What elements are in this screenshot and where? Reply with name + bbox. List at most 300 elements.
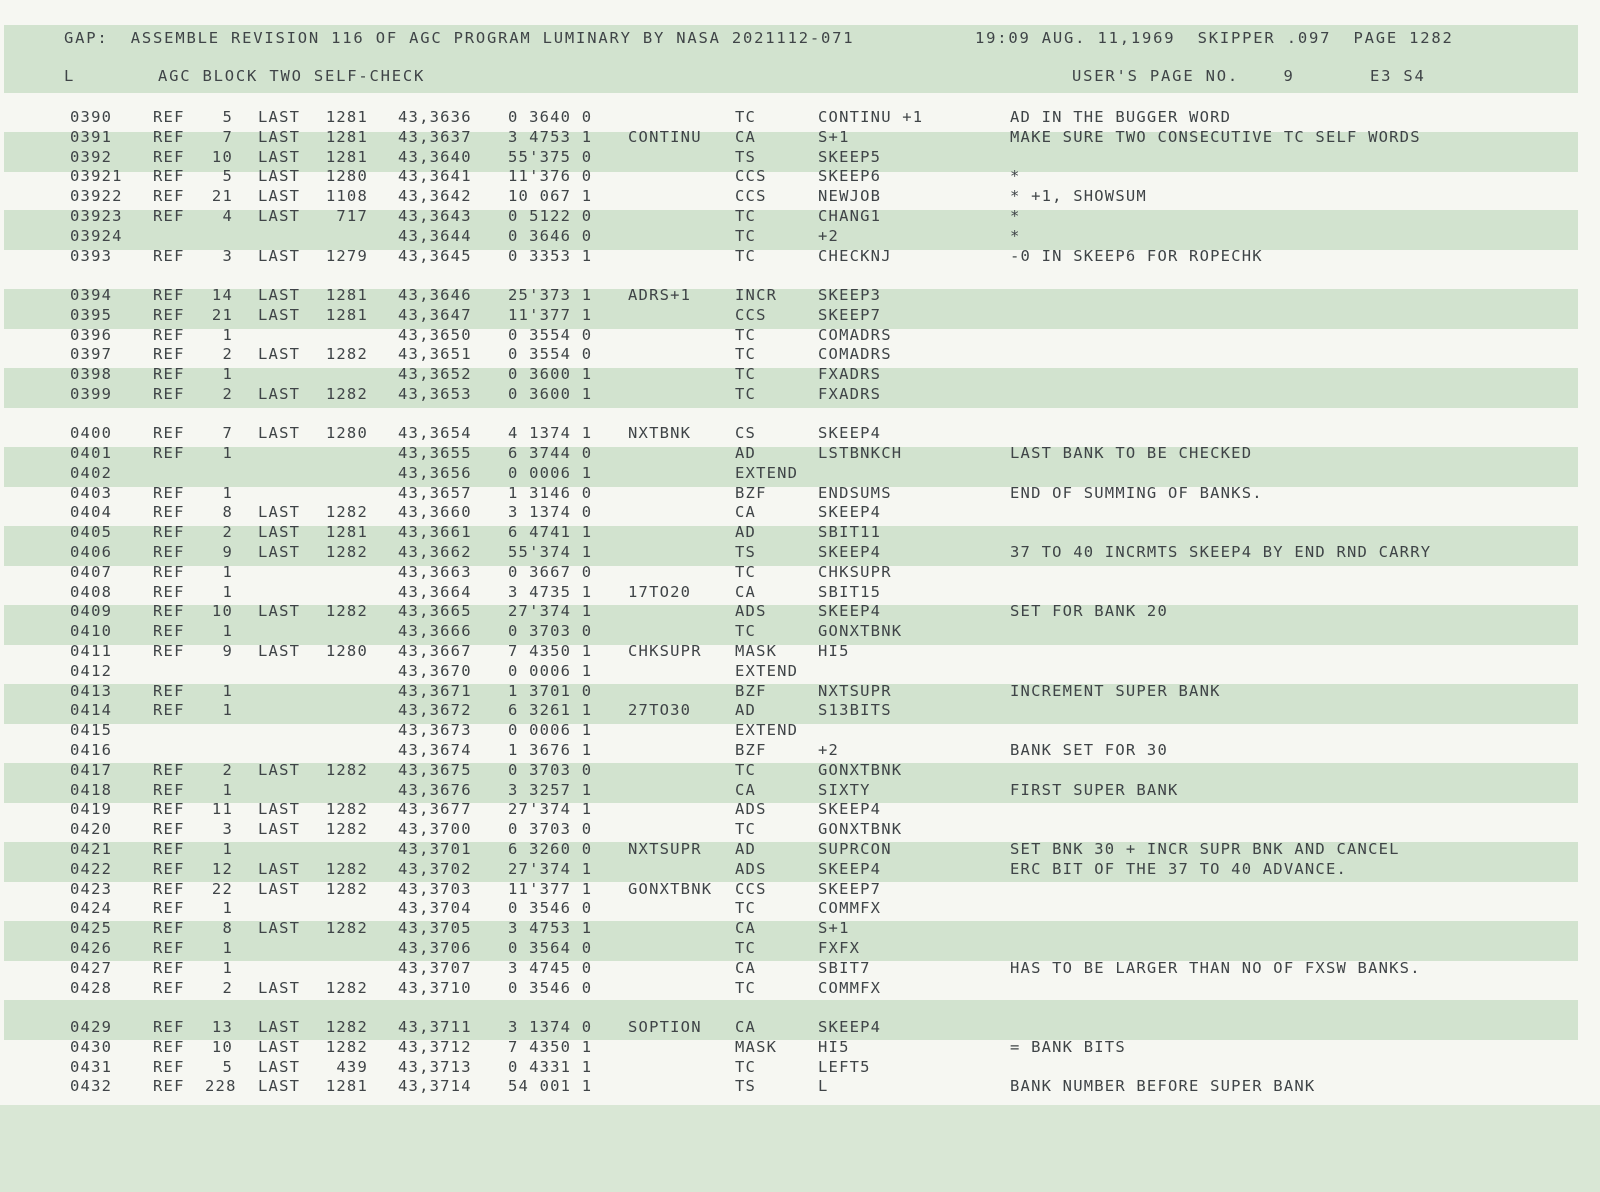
opcode: TC	[735, 820, 757, 839]
opcode: TC	[735, 899, 757, 918]
last-page: 1279	[325, 246, 368, 265]
ref-tag: REF	[153, 523, 185, 542]
memory-address: 43,3677	[398, 800, 472, 819]
octal-word: 27'374 1	[508, 859, 593, 878]
last-page: 1281	[325, 127, 368, 146]
memory-address: 43,3644	[398, 226, 472, 245]
operand: GONXTBNK	[818, 820, 903, 839]
last-tag: LAST	[258, 820, 301, 839]
octal-word: 6 3744 0	[508, 444, 593, 462]
opcode: BZF	[735, 741, 767, 759]
octal-word: 11'377 1	[508, 305, 593, 324]
ref-tag: REF	[153, 1057, 185, 1076]
ref-count: 1	[222, 444, 233, 462]
comment: * +1, SHOWSUM	[1010, 187, 1147, 206]
ref-tag: REF	[153, 345, 185, 364]
ref-count: 10	[211, 602, 233, 621]
run-info: 19:09 AUG. 11,1969 SKIPPER .097 PAGE 1282	[975, 29, 1454, 47]
sequence-number: 0411	[70, 642, 113, 660]
octal-word: 54 001 1	[508, 1077, 593, 1096]
ref-count: 1	[222, 780, 233, 799]
last-tag: LAST	[258, 800, 301, 819]
operand: GONXTBNK	[818, 760, 903, 779]
octal-word: 11'376 0	[508, 167, 593, 186]
sequence-number: 0406	[70, 543, 113, 561]
ref-count: 13	[211, 1017, 233, 1036]
octal-word: 10 067 1	[508, 187, 593, 206]
sequence-number: 0422	[70, 859, 113, 878]
opcode: TC	[735, 978, 757, 997]
comment: -0 IN SKEEP6 FOR ROPECHK	[1010, 246, 1263, 265]
last-page: 1280	[325, 642, 368, 660]
operand: CHKSUPR	[818, 562, 892, 581]
last-tag: LAST	[258, 167, 301, 186]
listing-row	[0, 503, 1600, 523]
listing-row	[0, 899, 1600, 919]
ref-tag: REF	[153, 246, 185, 265]
comment: = BANK BITS	[1010, 1037, 1126, 1056]
operand: SKEEP6	[818, 167, 882, 186]
ref-tag: REF	[153, 820, 185, 839]
sequence-number: 0416	[70, 741, 113, 759]
sequence-number: 03922	[70, 187, 123, 206]
operand: SBIT7	[818, 958, 871, 977]
sequence-number: 0390	[70, 108, 113, 126]
listing-row	[0, 602, 1600, 622]
opcode: TC	[735, 325, 757, 344]
listing-row	[0, 820, 1600, 840]
last-tag: LAST	[258, 147, 301, 166]
sequence-number: 0393	[70, 246, 113, 265]
ref-count: 1	[222, 622, 233, 641]
last-page: 1282	[325, 543, 368, 561]
opcode: TC	[735, 760, 757, 779]
comment: *	[1010, 207, 1021, 225]
octal-word: 27'374 1	[508, 800, 593, 819]
listing-row	[0, 1058, 1600, 1078]
ref-count: 1	[222, 840, 233, 858]
octal-word: 6 3260 0	[508, 840, 593, 858]
octal-word: 0 3564 0	[508, 939, 593, 957]
symbol-label: ADRS+1	[628, 285, 692, 304]
ref-count: 1	[222, 483, 233, 502]
memory-address: 43,3645	[398, 246, 472, 265]
octal-word: 4 1374 1	[508, 424, 593, 443]
ref-count: 2	[222, 384, 233, 403]
ref-tag: REF	[153, 840, 185, 858]
last-page: 1282	[325, 760, 368, 779]
last-page: 1282	[325, 345, 368, 364]
sequence-number: 0396	[70, 325, 113, 344]
memory-address: 43,3701	[398, 840, 472, 858]
memory-address: 43,3660	[398, 503, 472, 522]
last-tag: LAST	[258, 108, 301, 126]
octal-word: 55'374 1	[508, 543, 593, 561]
octal-word: 1 3146 0	[508, 483, 593, 502]
ref-tag: REF	[153, 305, 185, 324]
comment: FIRST SUPER BANK	[1010, 780, 1179, 799]
octal-word: 6 4741 1	[508, 523, 593, 542]
operand: SKEEP4	[818, 602, 882, 621]
listing-row	[0, 326, 1600, 346]
last-tag: LAST	[258, 1037, 301, 1056]
octal-word: 0 0006 1	[508, 721, 593, 740]
ref-count: 1	[222, 582, 233, 601]
listing-row	[0, 227, 1600, 247]
opcode: CCS	[735, 305, 767, 324]
ref-tag: REF	[153, 384, 185, 403]
opcode: AD	[735, 444, 757, 462]
memory-address: 43,3653	[398, 384, 472, 403]
ref-tag: REF	[153, 879, 185, 898]
memory-address: 43,3650	[398, 325, 472, 344]
octal-word: 55'375 0	[508, 147, 593, 166]
comment: HAS TO BE LARGER THAN NO OF FXSW BANKS.	[1010, 958, 1421, 977]
listing-row	[0, 880, 1600, 900]
octal-word: 11'377 1	[508, 879, 593, 898]
listing-row	[0, 959, 1600, 979]
sequence-number: 0420	[70, 820, 113, 839]
ref-count: 1	[222, 562, 233, 581]
ref-count: 10	[211, 1037, 233, 1056]
opcode: TC	[735, 1057, 757, 1076]
listing-row	[0, 701, 1600, 721]
ref-tag: REF	[153, 859, 185, 878]
line-marker: L	[64, 67, 76, 85]
symbol-label: GONXTBNK	[628, 879, 713, 898]
ref-count: 3	[222, 820, 233, 839]
ref-tag: REF	[153, 800, 185, 819]
memory-address: 43,3703	[398, 879, 472, 898]
last-page: 1282	[325, 384, 368, 403]
last-tag: LAST	[258, 127, 301, 146]
memory-address: 43,3707	[398, 958, 472, 977]
memory-address: 43,3657	[398, 483, 472, 502]
last-page: 1280	[325, 424, 368, 443]
listing-row	[0, 860, 1600, 880]
symbol-label: 27TO30	[628, 701, 692, 720]
listing-row	[0, 1038, 1600, 1058]
memory-address: 43,3711	[398, 1017, 472, 1036]
octal-word: 0 3667 0	[508, 562, 593, 581]
symbol-label: CONTINU	[628, 127, 702, 146]
last-tag: LAST	[258, 1077, 301, 1096]
listing-row	[0, 128, 1600, 148]
memory-address: 43,3712	[398, 1037, 472, 1056]
ref-tag: REF	[153, 127, 185, 146]
opcode: AD	[735, 523, 757, 542]
memory-address: 43,3670	[398, 661, 472, 680]
opcode: ADS	[735, 602, 767, 621]
sequence-number: 0414	[70, 701, 113, 720]
sequence-number: 0421	[70, 840, 113, 858]
listing-row	[0, 721, 1600, 741]
octal-word: 0 3546 0	[508, 899, 593, 918]
ref-tag: REF	[153, 108, 185, 126]
octal-word: 0 3554 0	[508, 325, 593, 344]
last-page: 1281	[325, 523, 368, 542]
listing-row	[0, 148, 1600, 168]
last-page: 717	[336, 207, 368, 225]
listing-row	[0, 484, 1600, 504]
last-tag: LAST	[258, 503, 301, 522]
memory-address: 43,3666	[398, 622, 472, 641]
memory-address: 43,3661	[398, 523, 472, 542]
ref-tag: REF	[153, 1077, 185, 1096]
ref-count: 5	[222, 167, 233, 186]
last-tag: LAST	[258, 978, 301, 997]
last-tag: LAST	[258, 859, 301, 878]
ref-tag: REF	[153, 444, 185, 462]
opcode: AD	[735, 701, 757, 720]
operand: L	[818, 1077, 829, 1096]
last-tag: LAST	[258, 642, 301, 660]
memory-address: 43,3704	[398, 899, 472, 918]
opcode: INCR	[735, 285, 778, 304]
listing-row	[0, 543, 1600, 563]
octal-word: 0 5122 0	[508, 207, 593, 225]
sequence-number: 0391	[70, 127, 113, 146]
memory-address: 43,3702	[398, 859, 472, 878]
memory-address: 43,3667	[398, 642, 472, 660]
operand: CHANG1	[818, 207, 882, 225]
memory-address: 43,3652	[398, 365, 472, 384]
sequence-number: 0405	[70, 523, 113, 542]
sequence-number: 0408	[70, 582, 113, 601]
ref-count: 5	[222, 108, 233, 126]
operand: SKEEP4	[818, 543, 882, 561]
sequence-number: 0427	[70, 958, 113, 977]
listing-row	[0, 306, 1600, 326]
opcode: TC	[735, 365, 757, 384]
operand: CHECKNJ	[818, 246, 892, 265]
ref-tag: REF	[153, 207, 185, 225]
memory-address: 43,3663	[398, 562, 472, 581]
operand: SKEEP5	[818, 147, 882, 166]
memory-address: 43,3665	[398, 602, 472, 621]
operand: COMADRS	[818, 345, 892, 364]
ref-count: 1	[222, 701, 233, 720]
listing-row	[0, 622, 1600, 642]
sequence-number: 03924	[70, 226, 123, 245]
listing-row	[0, 108, 1600, 128]
octal-word: 0 3646 0	[508, 226, 593, 245]
operand: SKEEP4	[818, 424, 882, 443]
users-page-number: USER'S PAGE NO. 9	[1072, 67, 1295, 85]
listing-row	[0, 583, 1600, 603]
operand: COMADRS	[818, 325, 892, 344]
last-tag: LAST	[258, 760, 301, 779]
opcode: ADS	[735, 859, 767, 878]
sequence-number: 0419	[70, 800, 113, 819]
ref-tag: REF	[153, 899, 185, 918]
operand: SKEEP4	[818, 503, 882, 522]
last-tag: LAST	[258, 602, 301, 621]
operand: ENDSUMS	[818, 483, 892, 502]
memory-address: 43,3651	[398, 345, 472, 364]
last-tag: LAST	[258, 384, 301, 403]
comment: ERC BIT OF THE 37 TO 40 ADVANCE.	[1010, 859, 1348, 878]
opcode: TC	[735, 226, 757, 245]
ref-tag: REF	[153, 483, 185, 502]
operand: HI5	[818, 1037, 850, 1056]
operand: SBIT11	[818, 523, 882, 542]
sequence-number: 0428	[70, 978, 113, 997]
opcode: CA	[735, 919, 757, 938]
ref-count: 14	[211, 285, 233, 304]
operand: SKEEP7	[818, 305, 882, 324]
last-tag: LAST	[258, 424, 301, 443]
ref-tag: REF	[153, 582, 185, 601]
last-tag: LAST	[258, 523, 301, 542]
listing-row	[0, 286, 1600, 306]
ref-tag: REF	[153, 1037, 185, 1056]
opcode: CA	[735, 1017, 757, 1036]
sequence-number: 0424	[70, 899, 113, 918]
memory-address: 43,3710	[398, 978, 472, 997]
memory-address: 43,3641	[398, 167, 472, 186]
ref-count: 10	[211, 147, 233, 166]
opcode: CA	[735, 127, 757, 146]
last-tag: LAST	[258, 1017, 301, 1036]
sequence-number: 0410	[70, 622, 113, 641]
ref-count: 2	[222, 978, 233, 997]
comment: END OF SUMMING OF BANKS.	[1010, 483, 1263, 502]
listing-row	[0, 781, 1600, 801]
listing-row	[0, 187, 1600, 207]
operand: SUPRCON	[818, 840, 892, 858]
ref-tag: REF	[153, 939, 185, 957]
memory-address: 43,3646	[398, 285, 472, 304]
ref-count: 2	[222, 345, 233, 364]
last-tag: LAST	[258, 879, 301, 898]
listing-row	[0, 464, 1600, 484]
ref-count: 9	[222, 543, 233, 561]
operand: S13BITS	[818, 701, 892, 720]
sequence-number: 0400	[70, 424, 113, 443]
last-page: 1281	[325, 1077, 368, 1096]
listing-row	[0, 444, 1600, 464]
sequence-number: 0392	[70, 147, 113, 166]
operand: FXADRS	[818, 365, 882, 384]
octal-word: 0 3703 0	[508, 820, 593, 839]
memory-address: 43,3672	[398, 701, 472, 720]
memory-address: 43,3706	[398, 939, 472, 957]
memory-address: 43,3647	[398, 305, 472, 324]
page-code: E3 S4	[1370, 67, 1426, 85]
operand: LSTBNKCH	[818, 444, 903, 462]
operand: GONXTBNK	[818, 622, 903, 641]
sequence-number: 0426	[70, 939, 113, 957]
last-tag: LAST	[258, 345, 301, 364]
last-page: 1281	[325, 147, 368, 166]
last-page: 1282	[325, 1037, 368, 1056]
last-tag: LAST	[258, 1057, 301, 1076]
memory-address: 43,3671	[398, 681, 472, 700]
operand: COMMFX	[818, 899, 882, 918]
octal-word: 0 3600 1	[508, 384, 593, 403]
listing-row	[0, 741, 1600, 761]
ref-tag: REF	[153, 958, 185, 977]
last-page: 439	[336, 1057, 368, 1076]
octal-word: 0 3703 0	[508, 760, 593, 779]
ref-tag: REF	[153, 1017, 185, 1036]
section-title: AGC BLOCK TWO SELF-CHECK	[158, 67, 426, 85]
opcode: ADS	[735, 800, 767, 819]
sequence-number: 0399	[70, 384, 113, 403]
comment: LAST BANK TO BE CHECKED	[1010, 444, 1253, 462]
ref-count: 4	[222, 207, 233, 225]
octal-word: 0 4331 1	[508, 1057, 593, 1076]
last-tag: LAST	[258, 919, 301, 938]
operand: COMMFX	[818, 978, 882, 997]
bottom-band	[0, 1105, 1600, 1192]
ref-count: 12	[211, 859, 233, 878]
ref-count: 3	[222, 246, 233, 265]
opcode: CCS	[735, 879, 767, 898]
ref-count: 1	[222, 899, 233, 918]
opcode: TC	[735, 384, 757, 403]
last-tag: LAST	[258, 305, 301, 324]
octal-word: 1 3701 0	[508, 681, 593, 700]
operand: FXFX	[818, 939, 861, 957]
memory-address: 43,3676	[398, 780, 472, 799]
ref-count: 21	[211, 305, 233, 324]
ref-tag: REF	[153, 285, 185, 304]
ref-count: 8	[222, 503, 233, 522]
ref-count: 21	[211, 187, 233, 206]
ref-tag: REF	[153, 602, 185, 621]
ref-tag: REF	[153, 701, 185, 720]
opcode: CCS	[735, 187, 767, 206]
opcode: TC	[735, 246, 757, 265]
ref-tag: REF	[153, 543, 185, 561]
opcode: TC	[735, 622, 757, 641]
listing-row	[0, 365, 1600, 385]
operand: NXTSUPR	[818, 681, 892, 700]
last-page: 1282	[325, 602, 368, 621]
last-page: 1282	[325, 919, 368, 938]
ref-tag: REF	[153, 147, 185, 166]
octal-word: 3 3257 1	[508, 780, 593, 799]
comment: *	[1010, 167, 1021, 186]
ref-tag: REF	[153, 424, 185, 443]
sequence-number: 0402	[70, 463, 113, 482]
sequence-number: 0423	[70, 879, 113, 898]
sequence-number: 0412	[70, 661, 113, 680]
listing-row	[0, 247, 1600, 267]
opcode: TS	[735, 147, 757, 166]
listing-row	[0, 385, 1600, 405]
ref-count: 7	[222, 424, 233, 443]
last-tag: LAST	[258, 285, 301, 304]
listing-row	[0, 939, 1600, 959]
ref-tag: REF	[153, 681, 185, 700]
octal-word: 0 0006 1	[508, 661, 593, 680]
memory-address: 43,3714	[398, 1077, 472, 1096]
comment: *	[1010, 226, 1021, 245]
comment: SET FOR BANK 20	[1010, 602, 1168, 621]
opcode: TS	[735, 1077, 757, 1096]
last-page: 1282	[325, 879, 368, 898]
symbol-label: 17TO20	[628, 582, 692, 601]
memory-address: 43,3656	[398, 463, 472, 482]
memory-address: 43,3655	[398, 444, 472, 462]
memory-address: 43,3636	[398, 108, 472, 126]
ref-count: 1	[222, 939, 233, 957]
sequence-number: 0397	[70, 345, 113, 364]
last-page: 1280	[325, 167, 368, 186]
